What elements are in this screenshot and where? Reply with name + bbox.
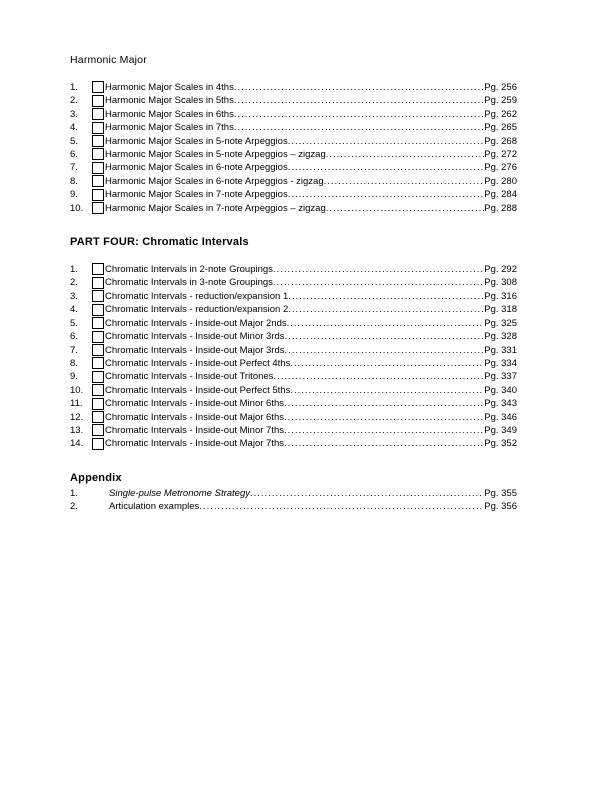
checkbox[interactable] bbox=[92, 108, 104, 120]
toc-page bbox=[70, 54, 517, 514]
checkbox[interactable] bbox=[92, 81, 104, 93]
dot-leader bbox=[273, 370, 484, 383]
item-label: Harmonic Major Scales in 6-note Arpeggios - zigzag bbox=[105, 175, 324, 187]
item-number: 9. bbox=[70, 189, 78, 201]
item-number: 4. bbox=[70, 122, 78, 134]
toc-row bbox=[70, 290, 517, 303]
item-label: Harmonic Major Scales in 7-note Arpeggios bbox=[105, 189, 288, 201]
checkbox[interactable] bbox=[92, 357, 104, 369]
checkbox[interactable] bbox=[92, 411, 104, 423]
toc-row bbox=[70, 135, 517, 148]
item-number: 10. bbox=[70, 384, 84, 396]
dot-leader bbox=[326, 202, 485, 215]
dot-leader bbox=[284, 437, 484, 450]
checkbox[interactable] bbox=[92, 290, 104, 302]
item-number: 14. bbox=[70, 438, 84, 450]
item-number: 5. bbox=[70, 135, 78, 147]
page-number: Pg. 340 bbox=[484, 384, 517, 396]
item-number: 1. bbox=[70, 82, 78, 93]
page-number: Pg. 288 bbox=[484, 202, 517, 214]
item-number: 6. bbox=[70, 149, 78, 161]
item-number: 12. bbox=[70, 411, 84, 423]
item-label: Chromatic Intervals - Inside-out Tritones bbox=[105, 371, 274, 383]
toc-row bbox=[70, 397, 517, 410]
page-number: Pg. 337 bbox=[484, 371, 517, 383]
page-number: Pg. 276 bbox=[484, 162, 517, 174]
item-label: Chromatic Intervals - Inside-out Minor 7ths bbox=[105, 424, 284, 436]
dot-leader bbox=[284, 411, 484, 424]
toc-row bbox=[70, 357, 517, 370]
checkbox[interactable] bbox=[92, 438, 104, 450]
checkbox[interactable] bbox=[92, 202, 104, 214]
page-number: Pg. 331 bbox=[484, 344, 517, 356]
item-number: 9. bbox=[70, 371, 78, 383]
item-label: Articulation examples bbox=[109, 501, 200, 513]
page-number: Pg. 356 bbox=[484, 501, 517, 513]
toc-row bbox=[70, 384, 517, 397]
item-label: Harmonic Major Scales in 4ths bbox=[105, 82, 234, 93]
dot-leader bbox=[287, 317, 485, 330]
toc-row bbox=[70, 188, 517, 201]
item-number: 2. bbox=[70, 501, 78, 513]
checkbox[interactable] bbox=[92, 371, 104, 383]
dot-leader bbox=[234, 108, 484, 121]
dot-leader bbox=[290, 357, 484, 370]
section-heading: Appendix bbox=[70, 471, 122, 484]
item-label: Chromatic Intervals - Inside-out Major 6ths bbox=[105, 411, 284, 423]
checkbox[interactable] bbox=[92, 344, 104, 356]
toc-content bbox=[70, 54, 517, 514]
checkbox[interactable] bbox=[92, 175, 104, 187]
dot-leader bbox=[290, 384, 484, 397]
dot-leader bbox=[199, 500, 484, 513]
toc-row bbox=[70, 94, 517, 107]
item-label: Chromatic Intervals - Inside-out Perfect 4ths bbox=[105, 357, 291, 369]
item-label: Harmonic Major Scales in 7-note Arpeggios – zigzag bbox=[105, 202, 326, 214]
item-number: 13. bbox=[70, 424, 84, 436]
page-number: Pg. 325 bbox=[484, 317, 517, 329]
item-label: Harmonic Major Scales in 5-note Arpeggios bbox=[105, 135, 288, 147]
dot-leader bbox=[250, 487, 484, 500]
dot-leader bbox=[234, 81, 484, 94]
item-number: 3. bbox=[70, 290, 78, 302]
dot-leader bbox=[288, 188, 485, 201]
section bbox=[70, 54, 517, 215]
dot-leader bbox=[285, 344, 485, 357]
item-label: Chromatic Intervals - Inside-out Major 3rds bbox=[105, 344, 285, 356]
toc-row bbox=[70, 437, 517, 450]
section-heading: Harmonic Major bbox=[70, 54, 147, 66]
dot-leader bbox=[284, 424, 484, 437]
checkbox[interactable] bbox=[92, 424, 104, 436]
item-label: Harmonic Major Scales in 6-note Arpeggios bbox=[105, 162, 288, 174]
item-number: 1. bbox=[70, 264, 78, 276]
item-number: 1. bbox=[70, 487, 78, 499]
toc-row bbox=[70, 424, 517, 437]
toc-row bbox=[70, 81, 517, 94]
dot-leader bbox=[288, 161, 485, 174]
item-label: Chromatic Intervals in 2-note Groupings bbox=[105, 264, 273, 276]
section bbox=[70, 472, 517, 514]
page-number: Pg. 355 bbox=[484, 487, 517, 499]
page-number: Pg. 280 bbox=[484, 175, 517, 187]
toc-row bbox=[70, 202, 517, 215]
item-label: Chromatic Intervals - reduction/expansion 2 bbox=[105, 304, 289, 316]
toc-row bbox=[70, 148, 517, 161]
item-number: 10. bbox=[70, 202, 84, 214]
checkbox[interactable] bbox=[92, 148, 104, 160]
item-number: 7. bbox=[70, 344, 78, 356]
item-number: 8. bbox=[70, 175, 78, 187]
page-number: Pg. 343 bbox=[484, 398, 517, 410]
dot-leader bbox=[234, 121, 484, 134]
toc-row bbox=[70, 330, 517, 343]
toc-row bbox=[70, 344, 517, 357]
dot-leader bbox=[288, 135, 485, 148]
dot-leader bbox=[288, 290, 484, 303]
checkbox[interactable] bbox=[92, 317, 104, 329]
checkbox[interactable] bbox=[92, 384, 104, 396]
page-number: Pg. 334 bbox=[484, 357, 517, 369]
item-number: 2. bbox=[70, 95, 78, 107]
item-label: Harmonic Major Scales in 7ths bbox=[105, 122, 234, 134]
section bbox=[70, 236, 517, 451]
checkbox[interactable] bbox=[92, 331, 104, 343]
item-label: Chromatic Intervals - Inside-out Minor 3rds bbox=[105, 331, 285, 343]
page-number: Pg. 316 bbox=[484, 290, 517, 302]
page-number: Pg. 346 bbox=[484, 411, 517, 423]
page-number: Pg. 292 bbox=[484, 264, 517, 276]
page-number: Pg. 349 bbox=[484, 424, 517, 436]
checkbox[interactable] bbox=[92, 162, 104, 174]
toc-row bbox=[70, 411, 517, 424]
checkbox[interactable] bbox=[92, 304, 104, 316]
page-number: Pg. 318 bbox=[484, 304, 517, 316]
page-number: Pg. 308 bbox=[484, 277, 517, 289]
dot-leader bbox=[234, 94, 484, 107]
page-number: Pg. 259 bbox=[484, 95, 517, 107]
item-label: Chromatic Intervals - Inside-out Major 2nds bbox=[105, 317, 287, 329]
dot-leader bbox=[288, 303, 484, 316]
page-number: Pg. 328 bbox=[484, 331, 517, 343]
toc-row bbox=[70, 121, 517, 134]
page-number: Pg. 352 bbox=[484, 438, 517, 450]
dot-leader bbox=[273, 263, 484, 276]
item-number: 3. bbox=[70, 108, 78, 120]
page-number: Pg. 284 bbox=[484, 189, 517, 201]
toc-row bbox=[70, 370, 517, 383]
item-label: Harmonic Major Scales in 6ths bbox=[105, 108, 234, 120]
toc-row bbox=[70, 263, 517, 276]
page-number: Pg. 262 bbox=[484, 108, 517, 120]
page-number: Pg. 268 bbox=[484, 135, 517, 147]
toc-row bbox=[70, 500, 517, 513]
item-label: Chromatic Intervals in 3-note Groupings bbox=[105, 277, 273, 289]
dot-leader bbox=[273, 276, 484, 289]
checkbox[interactable] bbox=[92, 277, 104, 289]
item-label: Harmonic Major Scales in 5-note Arpeggios – zigzag bbox=[105, 149, 326, 161]
toc-row bbox=[70, 161, 517, 174]
item-number: 11. bbox=[70, 398, 83, 410]
toc-row bbox=[70, 487, 517, 500]
item-label: Chromatic Intervals - reduction/expansion 1 bbox=[105, 290, 289, 302]
dot-leader bbox=[285, 330, 485, 343]
toc-row bbox=[70, 175, 517, 188]
item-number: 6. bbox=[70, 331, 78, 343]
item-label: Chromatic Intervals - Inside-out Minor 6ths bbox=[105, 398, 284, 410]
page-number: Pg. 256 bbox=[484, 82, 517, 93]
checkbox[interactable] bbox=[92, 135, 104, 147]
checkbox[interactable] bbox=[92, 263, 104, 275]
item-label: Harmonic Major Scales in 5ths bbox=[105, 95, 234, 107]
page-number: Pg. 265 bbox=[484, 122, 517, 134]
toc-row bbox=[70, 276, 517, 289]
checkbox[interactable] bbox=[92, 398, 104, 410]
item-label: Chromatic Intervals - Inside-out Major 7ths bbox=[105, 438, 284, 450]
page-number: Pg. 272 bbox=[484, 149, 517, 161]
section-heading: PART FOUR: Chromatic Intervals bbox=[70, 236, 249, 249]
item-number: 5. bbox=[70, 317, 78, 329]
item-number: 2. bbox=[70, 277, 78, 289]
item-label: Chromatic Intervals - Inside-out Perfect 5ths bbox=[105, 384, 291, 396]
checkbox[interactable] bbox=[92, 95, 104, 107]
item-number: 4. bbox=[70, 304, 78, 316]
toc-row bbox=[70, 108, 517, 121]
checkbox[interactable] bbox=[92, 122, 104, 134]
toc-row bbox=[70, 303, 517, 316]
dot-leader bbox=[326, 148, 485, 161]
dot-leader bbox=[284, 397, 484, 410]
checkbox[interactable] bbox=[92, 189, 104, 201]
item-label: Single-pulse Metronome Strategy bbox=[109, 487, 250, 499]
item-number: 8. bbox=[70, 357, 78, 369]
toc-row bbox=[70, 317, 517, 330]
dot-leader bbox=[324, 175, 485, 188]
item-number: 7. bbox=[70, 162, 78, 174]
